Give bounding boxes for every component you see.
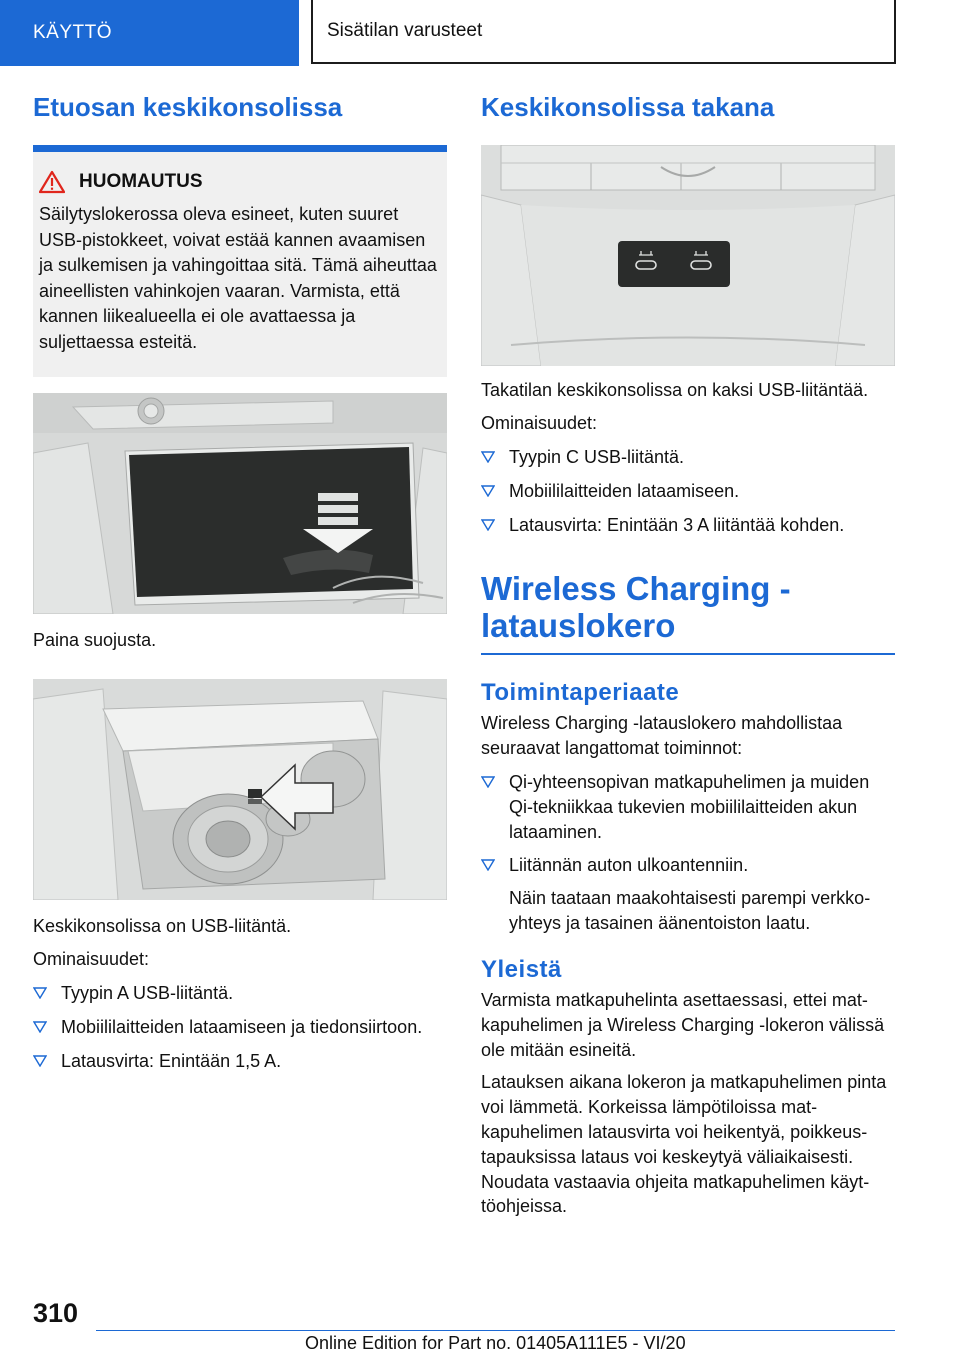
figure-usb-a-socket xyxy=(33,679,447,900)
list-item: Mobiililaitteiden lataamiseen. xyxy=(481,479,895,504)
figure-usb-c-sockets xyxy=(481,145,895,366)
right-props-list xyxy=(481,445,895,537)
list-item: Mobiililaitteiden lataamiseen ja tiedonsiirtoon. xyxy=(33,1015,447,1040)
subsection-title-general: Yleistä xyxy=(481,955,562,983)
principle-list xyxy=(481,770,895,936)
notice-box xyxy=(33,145,447,377)
page-number: 310 xyxy=(33,1298,79,1328)
list-item: Liitännän auton ulkoantenniin. Näin taataan maakohtaisesti parempi verkkoyhteys ja tasainen äänentoiston laatu. xyxy=(481,853,895,935)
section-title-rear-console: Keskikonsolissa takana xyxy=(481,92,775,122)
subsection-title-principle: Toimintaperiaate xyxy=(481,679,680,707)
list-item: Qi-yhteensopivan matkapuhelimen ja muiden Qi-tekniikkaa tukevien mobiililaitteiden akun lataaminen. xyxy=(481,770,895,844)
edition-info: Online Edition for Part no. 01405A111E5 - VI/20 xyxy=(305,1333,686,1353)
console-cover-illustration xyxy=(33,393,447,614)
list-item: Tyypin C USB-liitäntä. xyxy=(481,445,895,470)
list-item-note: Näin taataan maakohtaisesti parempi verkkoyhteys ja tasainen äänentoiston laatu. xyxy=(509,888,871,934)
triangle-bullet-icon xyxy=(481,859,495,871)
footer-divider xyxy=(96,1330,895,1331)
general-paragraph-1: Varmista matkapuhelinta asettaessasi, ettei matkapuhelimen ja Wireless Charging -lokeron välissä ole mitään esineitä. xyxy=(481,989,885,1060)
notice-text: Säilytyslokerossa oleva esineet, kuten suuret USB-pistokkeet, voivat estää kannen avaamisen ja sulkemisen ja vahingoittaa sitä. Tämä aiheuttaa aineellisten vahinkojen vaaran. Varmista, että kannen liikealueella ei ole avattaessa ja suljettaessa esteitä. xyxy=(39,204,437,352)
section-title-front-console: Etuosan keskikonsolissa xyxy=(33,92,343,122)
list-item: Tyypin A USB-liitäntä. xyxy=(33,981,447,1006)
chapter-title-wireless-charging: Wireless Charging -latauslokero xyxy=(481,571,895,655)
caption-press-cover: Paina suojusta. xyxy=(33,630,157,651)
caption-rear-usb: Takatilan keskikonsolissa on kaksi USB-liitäntää. xyxy=(481,380,869,401)
triangle-bullet-icon xyxy=(481,451,495,463)
list-item: Latausvirta: Enintään 1,5 A. xyxy=(33,1049,447,1074)
triangle-bullet-icon xyxy=(33,1021,47,1033)
triangle-bullet-icon xyxy=(33,987,47,999)
figure-console-cover xyxy=(33,393,447,614)
caption-usb-a: Keskikonsolissa on USB-liitäntä. xyxy=(33,916,292,937)
left-props-label: Ominaisuudet: xyxy=(33,949,150,970)
section-tab: Sisätilan varusteet xyxy=(311,0,896,64)
left-props-list xyxy=(33,981,447,1073)
right-props-label: Ominaisuudet: xyxy=(481,413,598,434)
triangle-bullet-icon xyxy=(33,1055,47,1067)
left-column xyxy=(33,92,447,1073)
triangle-bullet-icon xyxy=(481,485,495,497)
usb-socket-illustration xyxy=(33,679,447,900)
triangle-bullet-icon xyxy=(481,776,495,788)
chapter-tab: KÄYTTÖ xyxy=(0,0,299,66)
principle-intro: Wireless Charging -latauslokero mahdollistaa seuraavat langattomat toiminnot: xyxy=(481,713,843,759)
warning-icon xyxy=(39,170,65,194)
page-header xyxy=(0,0,960,66)
list-item: Latausvirta: Enintään 3 A liitäntää kohden. xyxy=(481,513,895,538)
notice-label: HUOMAUTUS xyxy=(79,171,203,193)
general-paragraph-2: Latauksen aikana lokeron ja matkapuhelimen pinta voi lämmetä. Korkeissa lämpötiloissa matkapuhelimen latausvirta voi heikentyä, poikkeustapauksissa lataus voi keskeytyä väliaikaisesti. Noudata vastaavia ohjeita matkapuhelimen käyttöohjeissa. xyxy=(481,1072,887,1217)
notice-header xyxy=(39,170,441,194)
rear-usb-illustration xyxy=(481,145,895,366)
triangle-bullet-icon xyxy=(481,519,495,531)
right-column xyxy=(481,92,895,1219)
